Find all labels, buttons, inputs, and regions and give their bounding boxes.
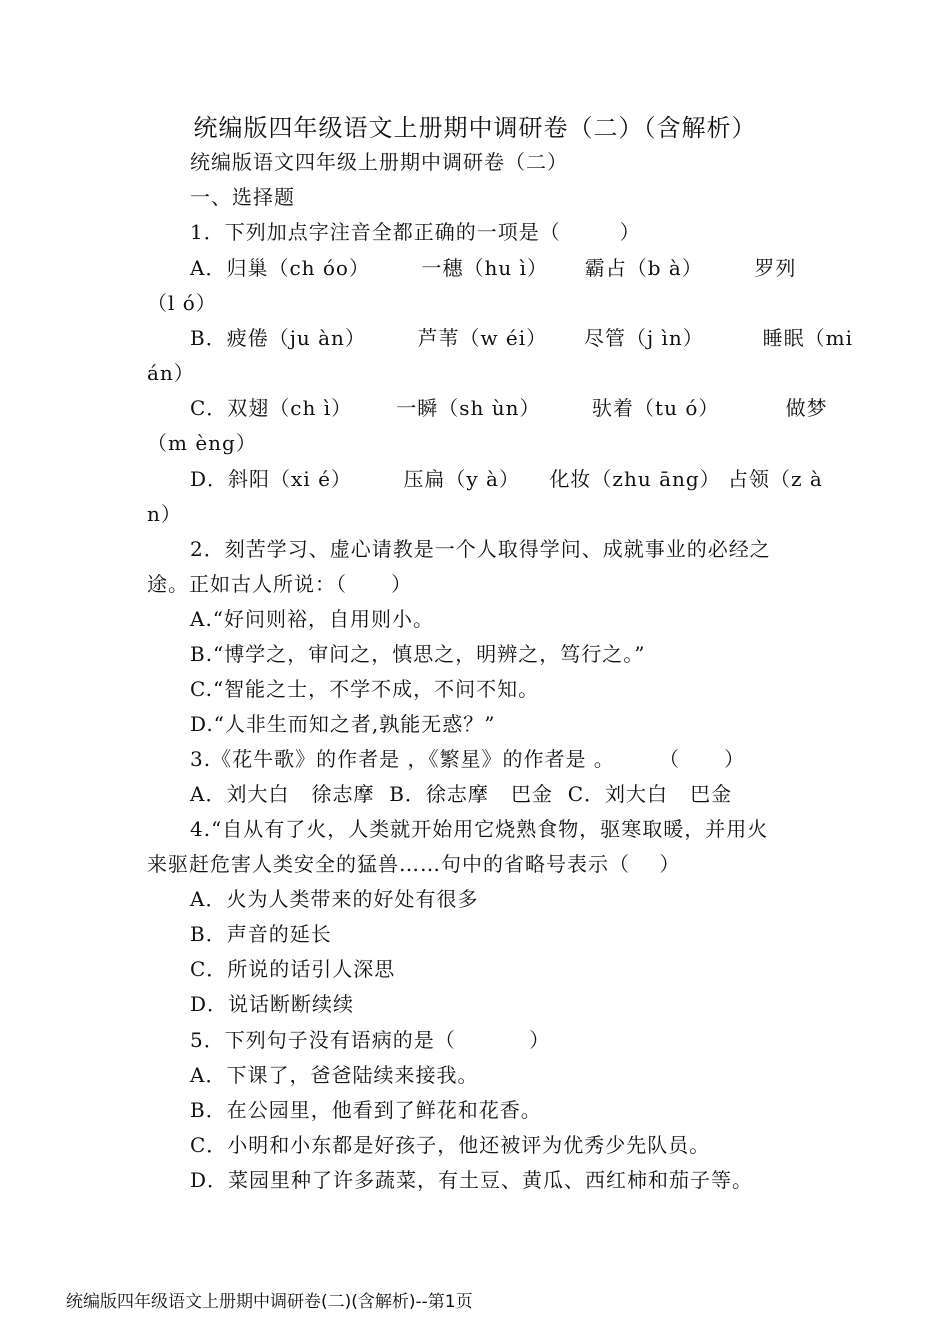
question-4-option-c: C．所说的话引人深思 bbox=[190, 957, 396, 981]
question-1-option-c: C．双翅（ch ì） 一瞬（sh ùn） 驮着（tu ó） 做梦 bbox=[190, 396, 828, 420]
question-5-option-a: A．下课了，爸爸陆续来接我。 bbox=[190, 1063, 479, 1087]
question-1-option-b-cont: án） bbox=[147, 361, 195, 385]
question-4-option-b: B．声音的延长 bbox=[190, 922, 332, 946]
question-5-option-d: D．菜园里种了许多蔬菜，有土豆、黄瓜、西红柿和茄子等。 bbox=[190, 1168, 754, 1192]
question-1-option-d-cont: n） bbox=[147, 502, 182, 526]
question-4-option-d: D．说话断断续续 bbox=[190, 992, 355, 1016]
question-5-stem: 5．下列句子没有语病的是（ ） bbox=[190, 1028, 551, 1052]
question-4-stem: 4.“自从有了火，人类就开始用它烧熟食物，驱寒取暖，并用火 bbox=[190, 817, 769, 841]
question-2-option-d: D.“人非生而知之者,孰能无惑？” bbox=[190, 712, 496, 736]
question-4-option-a: A．火为人类带来的好处有很多 bbox=[190, 887, 479, 911]
question-1-option-a-cont: （l ó） bbox=[147, 291, 217, 315]
subtitle: 统编版语文四年级上册期中调研卷（二） bbox=[190, 150, 568, 174]
question-2-option-a: A.“好问则裕，自用则小。 bbox=[190, 607, 435, 631]
question-3-options: A．刘大白 徐志摩 B．徐志摩 巴金 C．刘大白 巴金 bbox=[190, 782, 733, 806]
page-title: 统编版四年级语文上册期中调研卷（二）（含解析） bbox=[193, 114, 757, 142]
section-heading: 一、选择题 bbox=[190, 185, 295, 209]
question-3-stem: 3.《花牛歌》的作者是 ，《繁星》的作者是 。 （ ） bbox=[190, 747, 746, 771]
question-1-option-d: D．斜阳（xi é） 压扁（y à） 化妆（zhu āng） 占领（z à bbox=[190, 467, 823, 491]
question-4-stem-cont: 来驱赶危害人类安全的猛兽……句中的省略号表示（ ） bbox=[147, 852, 681, 876]
question-2-option-c: C.“智能之士，不学不成，不问不知。 bbox=[190, 677, 540, 701]
question-5-option-c: C．小明和小东都是好孩子，他还被评为优秀少先队员。 bbox=[190, 1133, 711, 1157]
question-2-stem: 2．刻苦学习、虚心请教是一个人取得学问、成就事业的必经之 bbox=[190, 537, 771, 561]
question-1-option-a: A．归巢（ch óo） 一穗（hu ì） 霸占（b à） 罗列 bbox=[190, 256, 797, 280]
page-footer: 统编版四年级语文上册期中调研卷(二)(含解析)--第1页 bbox=[66, 1292, 473, 1312]
question-2-option-b: B.“博学之，审问之，慎思之，明辨之，笃行之。” bbox=[190, 642, 646, 666]
question-2-stem-cont: 途。正如古人所说：（ ） bbox=[147, 572, 413, 596]
question-1-option-c-cont: （m èng） bbox=[147, 431, 257, 455]
question-5-option-b: B．在公园里，他看到了鲜花和花香。 bbox=[190, 1098, 542, 1122]
question-1-stem: 1．下列加点字注音全都正确的一项是（ ） bbox=[190, 220, 641, 244]
question-1-option-b: B．疲倦（ju àn） 芦苇（w éi） 尽管（j ìn） 睡眠（mi bbox=[190, 326, 853, 350]
